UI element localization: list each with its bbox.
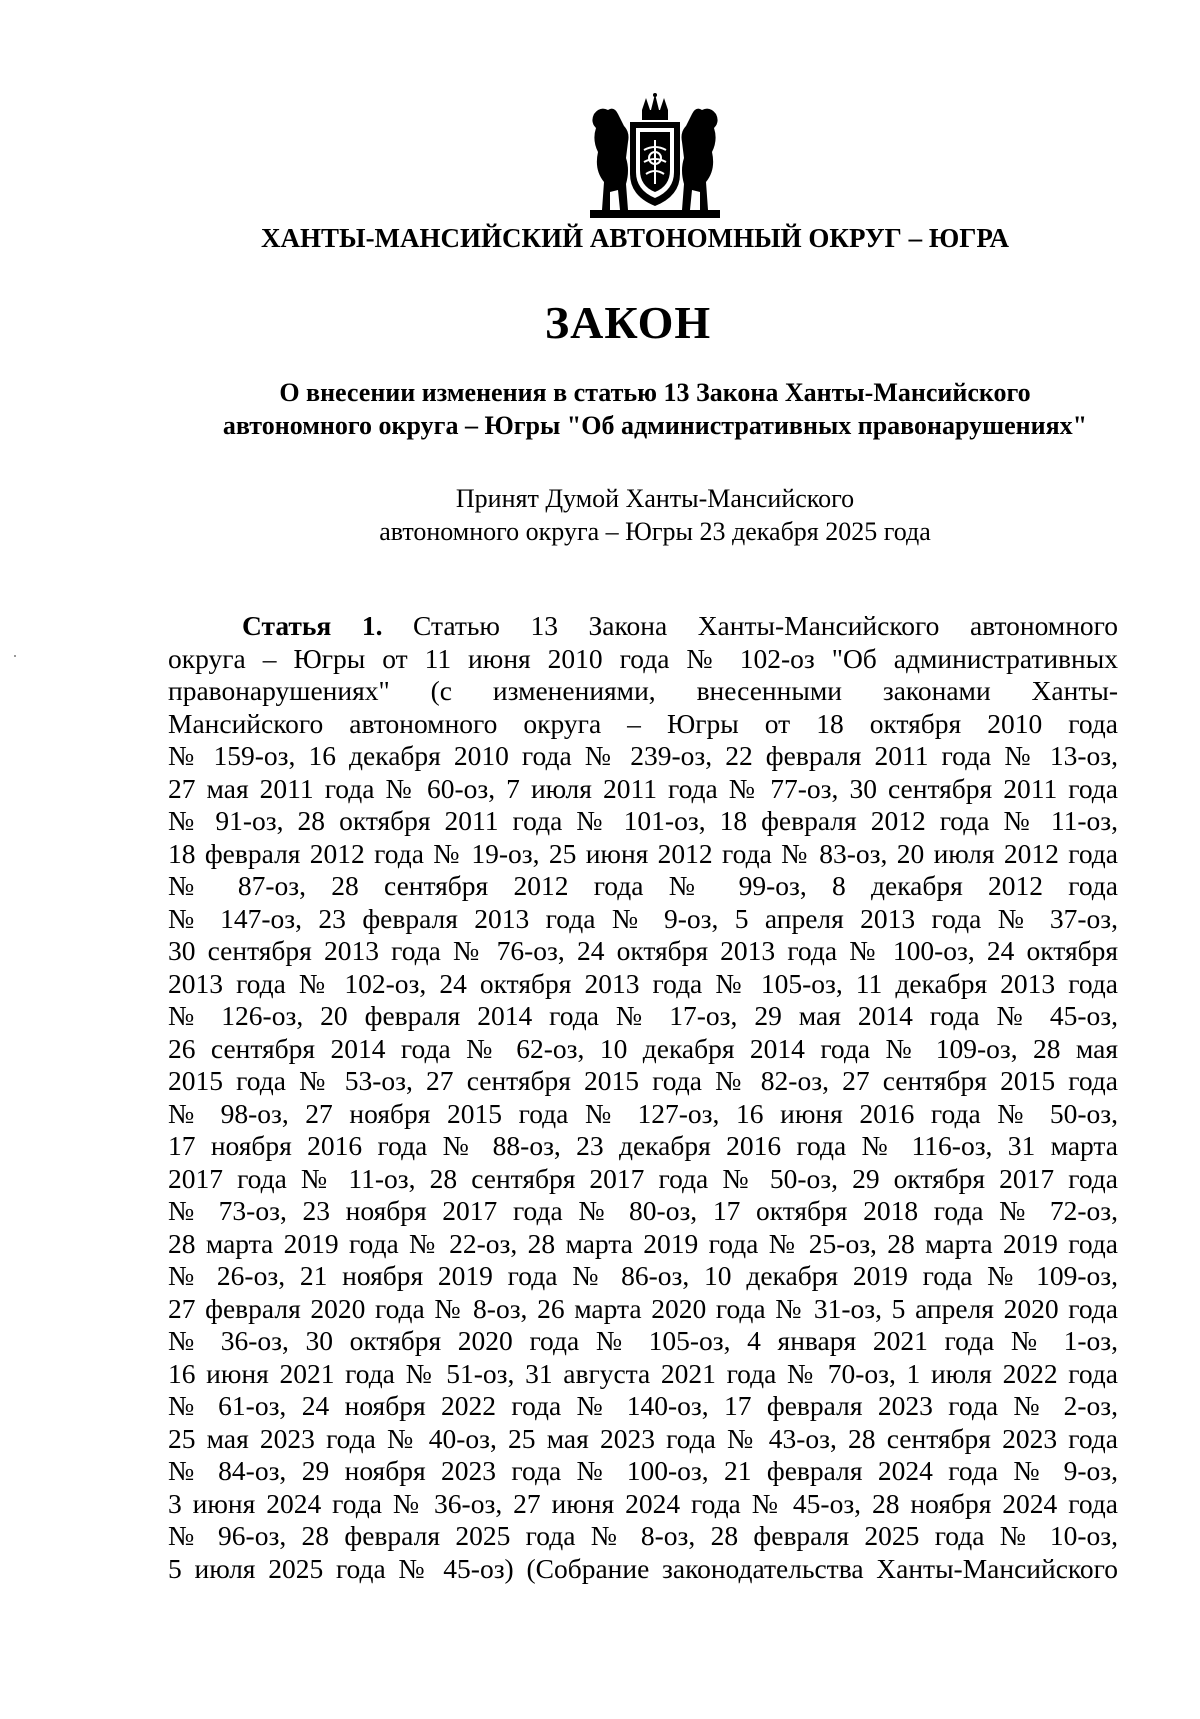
article-text-line: 16 июня 2021 года № 51-оз, 31 августа 2021 года № 70-оз, 1 июля 2022 года xyxy=(168,1357,1118,1389)
article-label: Статья 1. xyxy=(242,610,383,641)
article-text-line: 5 июля 2025 года № 45-оз) (Собрание законодательства Ханты-Мансийского xyxy=(168,1552,1118,1584)
article-text-line: 2017 года № 11-оз, 28 сентября 2017 года № 50-оз, 29 октября 2017 года xyxy=(168,1162,1118,1194)
adoption-note xyxy=(170,482,1140,548)
article-text-line: 2015 года № 53-оз, 27 сентября 2015 года № 82-оз, 27 сентября 2015 года xyxy=(168,1065,1118,1096)
article-text-line: № 87-оз, 28 сентября 2012 года № 99-оз, 8 декабря 2012 года xyxy=(168,870,1118,901)
article-text-line: 3 июня 2024 года № 36-оз, 27 июня 2024 года № 45-оз, 28 ноября 2024 года xyxy=(168,1487,1118,1519)
article-text-line: № 36-оз, 30 октября 2020 года № 105-оз, 4 января 2021 года № 1-оз, xyxy=(168,1325,1118,1356)
article-text-line: № 84-оз, 29 ноября 2023 года № 100-оз, 21 февраля 2024 года № 9-оз, xyxy=(168,1455,1118,1486)
article-1-body xyxy=(168,610,1118,1585)
article-text-line: 28 марта 2019 года № 22-оз, 28 марта 2019 года № 25-оз, 28 марта 2019 года xyxy=(168,1227,1118,1259)
coat-of-arms-icon xyxy=(580,92,730,227)
adoption-note-line: автономного округа – Югры 23 декабря 2025 года xyxy=(379,517,931,546)
article-text-line: № 96-оз, 28 февраля 2025 года № 8-оз, 28 февраля 2025 года № 10-оз, xyxy=(168,1520,1118,1551)
article-text-line: Мансийского автономного округа – Югры от 18 октября 2010 года xyxy=(168,707,1118,739)
article-text-line: № 91-оз, 28 октября 2011 года № 101-оз, 18 февраля 2012 года № 11-оз, xyxy=(168,805,1118,836)
article-text-line: 18 февраля 2012 года № 19-оз, 25 июня 2012 года № 83-оз, 20 июля 2012 года xyxy=(168,837,1118,869)
article-text-line: 25 мая 2023 года № 40-оз, 25 мая 2023 года № 43-оз, 28 сентября 2023 года xyxy=(168,1422,1118,1454)
adoption-note-line: Принят Думой Ханты-Мансийского xyxy=(455,484,855,513)
document-type-title: ЗАКОН xyxy=(544,297,712,348)
article-first-line-text: Статью 13 Закона Ханты-Мансийского автономного xyxy=(413,610,1118,641)
article-text-line: № 73-оз, 23 ноября 2017 года № 80-оз, 17 октября 2018 года № 72-оз, xyxy=(168,1195,1118,1226)
article-text-line: № 126-оз, 20 февраля 2014 года № 17-оз, 29 мая 2014 года № 45-оз, xyxy=(168,1000,1118,1031)
article-first-line xyxy=(168,610,1118,643)
article-text-line: 27 мая 2011 года № 60-оз, 7 июля 2011 года № 77-оз, 30 сентября 2011 года xyxy=(168,772,1118,804)
scan-speck xyxy=(14,655,16,657)
article-text-line: № 159-оз, 16 декабря 2010 года № 239-оз, 22 февраля 2011 года № 13-оз, xyxy=(168,740,1118,771)
article-text-line: 26 сентября 2014 года № 62-оз, 10 декабря 2014 года № 109-оз, 28 мая xyxy=(168,1032,1118,1064)
article-text-line: округа – Югры от 11 июня 2010 года № 102-оз "Об административных xyxy=(168,642,1118,674)
article-text-line: № 147-оз, 23 февраля 2013 года № 9-оз, 5 апреля 2013 года № 37-оз, xyxy=(168,902,1118,934)
region-heading: ХАНТЫ-МАНСИЙСКИЙ АВТОНОМНЫЙ ОКРУГ – ЮГРА xyxy=(261,223,1009,253)
law-subject-line: О внесении изменения в статью 13 Закона Ханты-Мансийского xyxy=(279,378,1031,407)
law-subject-line: автономного округа – Югры "Об административных правонарушениях" xyxy=(222,411,1088,440)
article-text-line: 30 сентября 2013 года № 76-оз, 24 октября 2013 года № 100-оз, 24 октября xyxy=(168,935,1118,966)
law-subject xyxy=(170,376,1140,442)
article-text-line: № 61-оз, 24 ноября 2022 года № 140-оз, 17 февраля 2023 года № 2-оз, xyxy=(168,1390,1118,1421)
article-text-line: 27 февраля 2020 года № 8-оз, 26 марта 2020 года № 31-оз, 5 апреля 2020 года xyxy=(168,1292,1118,1324)
article-text-line: № 26-оз, 21 ноября 2019 года № 86-оз, 10 декабря 2019 года № 109-оз, xyxy=(168,1260,1118,1291)
article-text-line: 2013 года № 102-оз, 24 октября 2013 года № 105-оз, 11 декабря 2013 года xyxy=(168,967,1118,999)
article-text-line: № 98-оз, 27 ноября 2015 года № 127-оз, 16 июня 2016 года № 50-оз, xyxy=(168,1097,1118,1129)
article-text-line: правонарушениях" (с изменениями, внесенными законами Ханты- xyxy=(168,675,1118,706)
article-text-line: 17 ноября 2016 года № 88-оз, 23 декабря 2016 года № 116-оз, 31 марта xyxy=(168,1130,1118,1161)
